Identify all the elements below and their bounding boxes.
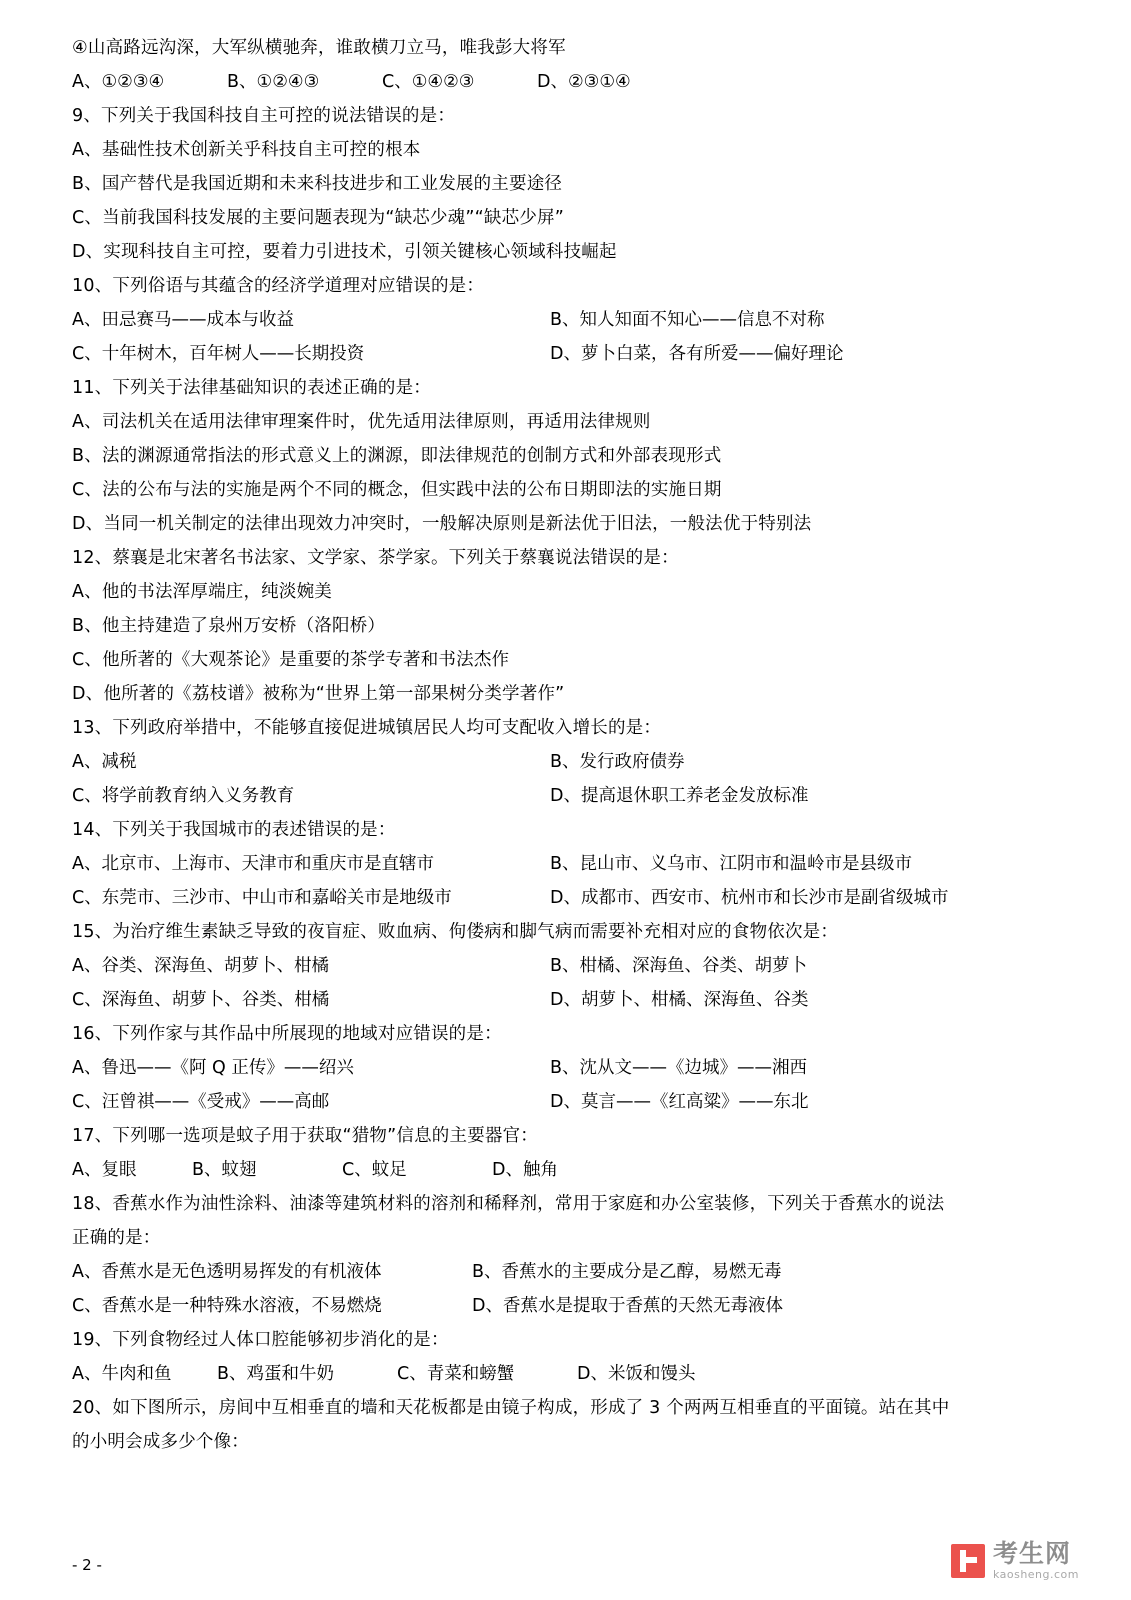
question-11-option-a[interactable]: A、司法机关在适用法律审理案件时，优先适用法律原则，再适用法律规则 <box>72 412 651 432</box>
question-10-option-a[interactable]: A、田忌赛马——成本与收益 <box>72 310 294 330</box>
question-17-stem: 17、下列哪一选项是蚊子用于获取“猎物”信息的主要器官： <box>72 1126 538 1146</box>
question-16-option-a[interactable]: A、鲁迅——《阿 Q 正传》——绍兴 <box>72 1058 354 1078</box>
question-13-option-a[interactable]: A、减税 <box>72 752 137 772</box>
question-13-option-b[interactable]: B、发行政府债券 <box>550 752 685 772</box>
question-10-option-b[interactable]: B、知人知面不知心——信息不对称 <box>550 310 825 330</box>
page-number: - 2 - <box>72 1556 102 1574</box>
watermark-cn: 考生网 <box>992 1539 1071 1568</box>
question-10-stem: 10、下列俗语与其蕴含的经济学道理对应错误的是： <box>72 276 485 296</box>
question-15-option-b[interactable]: B、柑橘、深海鱼、谷类、胡萝卜 <box>550 956 808 976</box>
question-20-stem-line-1: 20、如下图所示，房间中互相垂直的墙和天花板都是由镜子构成，形成了 3 个两两互相垂直的平面镜。站在其中 <box>72 1398 950 1418</box>
question-14-option-c[interactable]: C、东莞市、三沙市、中山市和嘉峪关市是地级市 <box>72 888 452 908</box>
question-14-options-row-2 <box>72 890 1059 908</box>
watermark-text <box>993 1541 1079 1580</box>
question-19-stem: 19、下列食物经过人体口腔能够初步消化的是： <box>72 1330 449 1350</box>
question-10-option-c[interactable]: C、十年树木，百年树人——长期投资 <box>72 344 365 364</box>
question-18-options-row-1 <box>72 1264 1059 1282</box>
watermark-en: kaosheng.com <box>992 1568 1079 1581</box>
question-9-option-b[interactable]: B、国产替代是我国近期和未来科技进步和工业发展的主要途径 <box>72 174 563 194</box>
question-16-options-row-1 <box>72 1060 1059 1078</box>
watermark-logo-icon <box>951 1544 985 1578</box>
question-18-options-row-2 <box>72 1298 1059 1316</box>
question-10-options-row-2 <box>72 346 1059 364</box>
question-10-option-d[interactable]: D、萝卜白菜，各有所爱——偏好理论 <box>550 344 844 364</box>
option-b[interactable]: B、①②④③ <box>227 72 320 92</box>
option-d[interactable]: D、②③①④ <box>537 72 631 92</box>
question-15-option-a[interactable]: A、谷类、深海鱼、胡萝卜、柑橘 <box>72 956 329 976</box>
question-11-option-d[interactable]: D、当同一机关制定的法律出现效力冲突时，一般解决原则是新法优于旧法，一般法优于特别法 <box>72 514 812 534</box>
question-15-option-c[interactable]: C、深海鱼、胡萝卜、谷类、柑橘 <box>72 990 330 1010</box>
question-13-option-c[interactable]: C、将学前教育纳入义务教育 <box>72 786 295 806</box>
question-16-option-c[interactable]: C、汪曾祺——《受戒》——高邮 <box>72 1092 330 1112</box>
question-14-stem: 14、下列关于我国城市的表述错误的是： <box>72 820 396 840</box>
question-12-option-b[interactable]: B、他主持建造了泉州万安桥（洛阳桥） <box>72 616 386 636</box>
question-11-option-c[interactable]: C、法的公布与法的实施是两个不同的概念，但实践中法的公布日期即法的实施日期 <box>72 480 722 500</box>
question-9-option-d[interactable]: D、实现科技自主可控，要着力引进技术，引领关键核心领域科技崛起 <box>72 242 617 262</box>
question-12-option-a[interactable]: A、他的书法浑厚端庄，纯淡婉美 <box>72 582 332 602</box>
question-text: ④山高路远沟深，大军纵横驰奔，谁敢横刀立马，唯我彭大将军 <box>72 38 566 58</box>
question-14-option-d[interactable]: D、成都市、西安市、杭州市和长沙市是副省级城市 <box>550 888 949 908</box>
question-9-option-a[interactable]: A、基础性技术创新关乎科技自主可控的根本 <box>72 140 421 160</box>
question-9-option-c[interactable]: C、当前我国科技发展的主要问题表现为“缺芯少魂”“缺芯少屏” <box>72 208 564 228</box>
question-19-options-row <box>72 1366 1059 1384</box>
question-15-option-d[interactable]: D、胡萝卜、柑橘、深海鱼、谷类 <box>550 990 809 1010</box>
question-12-option-d[interactable]: D、他所著的《荔枝谱》被称为“世界上第一部果树分类学著作” <box>72 684 565 704</box>
question-9-stem: 9、下列关于我国科技自主可控的说法错误的是： <box>72 106 456 126</box>
question-17-option-b[interactable]: B、蚊翅 <box>192 1160 257 1180</box>
question-18-stem-line-1: 18、香蕉水作为油性涂料、油漆等建筑材料的溶剂和稀释剂，常用于家庭和办公室装修，下列关于香蕉水的说法 <box>72 1194 945 1214</box>
question-19-option-a[interactable]: A、牛肉和鱼 <box>72 1364 172 1384</box>
question-16-options-row-2 <box>72 1094 1059 1112</box>
question-18-option-d[interactable]: D、香蕉水是提取于香蕉的天然无毒液体 <box>472 1296 783 1316</box>
option-c[interactable]: C、①④②③ <box>382 72 475 92</box>
question-13-options-row-2 <box>72 788 1059 806</box>
question-15-options-row-1 <box>72 958 1059 976</box>
option-a[interactable]: A、①②③④ <box>72 72 165 92</box>
option-row <box>72 74 1059 92</box>
question-19-option-d[interactable]: D、米饭和馒头 <box>577 1364 696 1384</box>
question-17-option-d[interactable]: D、触角 <box>492 1160 558 1180</box>
question-19-option-b[interactable]: B、鸡蛋和牛奶 <box>217 1364 335 1384</box>
question-15-stem: 15、为治疗维生素缺乏导致的夜盲症、败血病、佝偻病和脚气病而需要补充相对应的食物依次是： <box>72 922 839 942</box>
question-18-option-a[interactable]: A、香蕉水是无色透明易挥发的有机液体 <box>72 1262 382 1282</box>
question-17-options-row <box>72 1162 1059 1180</box>
question-15-options-row-2 <box>72 992 1059 1010</box>
question-13-options-row-1 <box>72 754 1059 772</box>
question-16-option-b[interactable]: B、沈从文——《边城》——湘西 <box>550 1058 808 1078</box>
question-18-option-c[interactable]: C、香蕉水是一种特殊水溶液，不易燃烧 <box>72 1296 382 1316</box>
question-12-option-c[interactable]: C、他所著的《大观茶论》是重要的茶学专著和书法杰作 <box>72 650 510 670</box>
question-14-option-b[interactable]: B、昆山市、义乌市、江阴市和温岭市是县级市 <box>550 854 913 874</box>
question-13-stem: 13、下列政府举措中，不能够直接促进城镇居民人均可支配收入增长的是： <box>72 718 662 738</box>
question-20-stem-line-2: 的小明会成多少个像： <box>72 1432 249 1452</box>
question-18-stem-line-2: 正确的是： <box>72 1228 161 1248</box>
question-16-stem: 16、下列作家与其作品中所展现的地域对应错误的是： <box>72 1024 502 1044</box>
question-18-option-b[interactable]: B、香蕉水的主要成分是乙醇，易燃无毒 <box>472 1262 782 1282</box>
question-14-options-row-1 <box>72 856 1059 874</box>
question-13-option-d[interactable]: D、提高退休职工养老金发放标准 <box>550 786 809 806</box>
question-11-stem: 11、下列关于法律基础知识的表述正确的是： <box>72 378 431 398</box>
question-12-stem: 12、蔡襄是北宋著名书法家、文学家、茶学家。下列关于蔡襄说法错误的是： <box>72 548 679 568</box>
question-10-options-row-1 <box>72 312 1059 330</box>
question-11-option-b[interactable]: B、法的渊源通常指法的形式意义上的渊源，即法律规范的创制方式和外部表现形式 <box>72 446 722 466</box>
question-17-option-c[interactable]: C、蚊足 <box>342 1160 407 1180</box>
question-14-option-a[interactable]: A、北京市、上海市、天津市和重庆市是直辖市 <box>72 854 434 874</box>
question-16-option-d[interactable]: D、莫言——《红高粱》——东北 <box>550 1092 809 1112</box>
question-17-option-a[interactable]: A、复眼 <box>72 1160 137 1180</box>
watermark <box>951 1541 1079 1580</box>
question-19-option-c[interactable]: C、青菜和螃蟹 <box>397 1364 515 1384</box>
